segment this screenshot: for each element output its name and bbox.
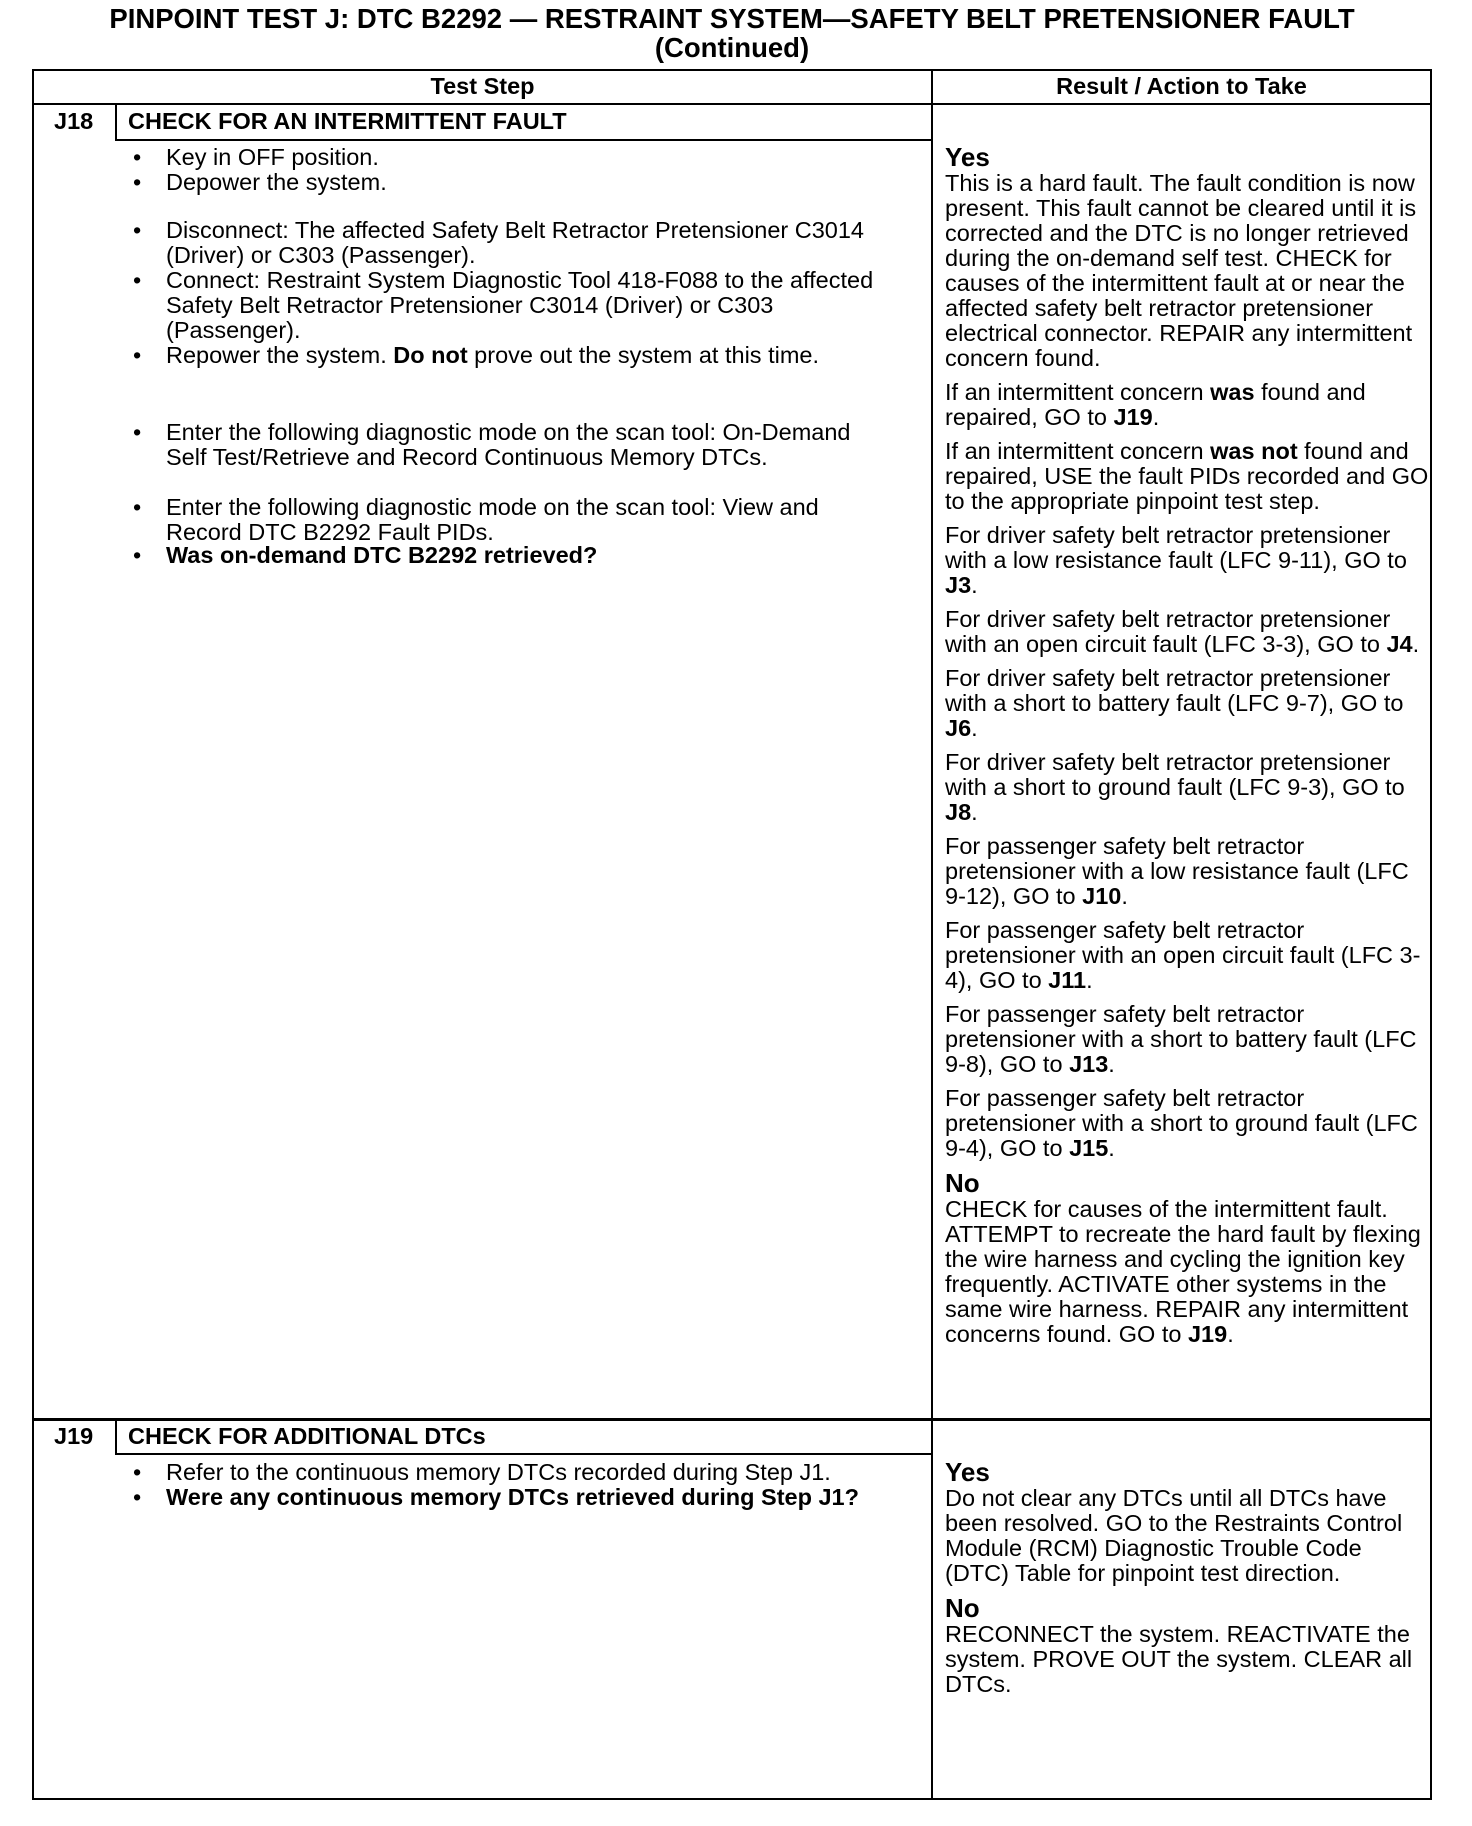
j18-instruction-list — [128, 145, 918, 1405]
rule-j19-id-divider — [115, 1420, 117, 1454]
list-item: • Were any continuous memory DTCs retrieved during Step J1? — [128, 1485, 888, 1510]
rule-header-bottom — [32, 103, 1432, 105]
j18-results — [945, 144, 1430, 1347]
j19-results — [945, 1459, 1430, 1697]
result-yes-label: Yes — [945, 142, 990, 172]
result-no-label: No — [945, 1593, 980, 1623]
list-item: • Refer to the continuous memory DTCs recorded during Step J1. — [128, 1460, 888, 1485]
list-item: • Depower the system. — [128, 170, 888, 195]
list-item: • Repower the system. Do not prove out the system at this time. — [128, 343, 888, 368]
result-paragraph: If an intermittent concern was not found and repaired, USE the fault PIDs recorded and GO to the appropriate pinpoint test step. — [945, 438, 1429, 514]
list-item: • Connect: Restraint System Diagnostic Tool 418-F088 to the affected Safety Belt Retractor Pretensioner C3014 (Driver) or C303 (Passenger). — [128, 268, 888, 343]
list-item: • Enter the following diagnostic mode on the scan tool: View and Record DTC B2292 Fault PIDs. — [128, 495, 888, 545]
rule-j18-title-bottom — [115, 139, 932, 141]
result-paragraph: Do not clear any DTCs until all DTCs have been resolved. GO to the Restraints Control Module (RCM) Diagnostic Trouble Code (DTC) Table for pinpoint test direction. — [945, 1485, 1403, 1586]
result-paragraph: If an intermittent concern was found and repaired, GO to J19. — [945, 379, 1366, 430]
step-title-j18: CHECK FOR AN INTERMITTENT FAULT — [128, 108, 567, 134]
result-yes-label: Yes — [945, 1457, 990, 1487]
result-paragraph: CHECK for causes of the intermittent fault. ATTEMPT to recreate the hard fault by flexing the wire harness and cycling the ignition key frequently. ACTIVATE other systems in the same wire harness. REPAIR any intermittent concerns found. GO to J19. — [945, 1196, 1421, 1347]
result-paragraph: For passenger safety belt retractor pretensioner with a short to battery fault (LFC 9-8), GO to J13. — [945, 1001, 1417, 1077]
title-line-2: (Continued) — [654, 32, 810, 63]
result-paragraph: For driver safety belt retractor pretensioner with a low resistance fault (LFC 9-11), GO to J3. — [945, 522, 1407, 598]
header-test-step: Test Step — [430, 73, 535, 99]
step-id-j18: J18 — [54, 108, 94, 134]
result-paragraph: For passenger safety belt retractor pretensioner with a short to ground fault (LFC 9-4), GO to J15. — [945, 1085, 1418, 1161]
result-paragraph: This is a hard fault. The fault condition is now present. This fault cannot be cleared until it is corrected and the DTC is no longer retrieved during the on-demand self test. CHECK for causes of the intermittent fault at or near the affected safety belt retractor pretensioner electrical connector. REPAIR any intermittent concern found. — [945, 170, 1417, 371]
rule-j18-id-divider — [115, 104, 117, 140]
list-item: • Enter the following diagnostic mode on the scan tool: On-Demand Self Test/Retrieve and Record Continuous Memory DTCs. — [128, 420, 888, 470]
result-paragraph: RECONNECT the system. REACTIVATE the system. PROVE OUT the system. CLEAR all DTCs. — [945, 1621, 1413, 1697]
result-paragraph: For driver safety belt retractor pretensioner with a short to ground fault (LFC 9-3), GO to J8. — [945, 749, 1405, 825]
rule-outer-bottom — [32, 1798, 1432, 1800]
rule-outer-right — [1430, 69, 1432, 1800]
step-id-j19: J19 — [54, 1423, 94, 1449]
page-title — [32, 4, 1432, 62]
list-item: • Disconnect: The affected Safety Belt Retractor Pretensioner C3014 (Driver) or C303 (Passenger). — [128, 218, 888, 268]
result-paragraph: For driver safety belt retractor pretensioner with a short to battery fault (LFC 9-7), GO to J6. — [945, 665, 1404, 741]
rule-j19-title-bottom — [115, 1453, 932, 1455]
result-no-label: No — [945, 1168, 980, 1198]
step-title-j19: CHECK FOR ADDITIONAL DTCs — [128, 1423, 486, 1449]
result-paragraph: For driver safety belt retractor pretensioner with an open circuit fault (LFC 3-3), GO to J4. — [945, 606, 1420, 657]
result-paragraph: For passenger safety belt retractor pretensioner with an open circuit fault (LFC 3-4), GO to J11. — [945, 917, 1421, 993]
list-item: • Was on-demand DTC B2292 retrieved? — [128, 543, 888, 568]
list-item: • Key in OFF position. — [128, 145, 888, 170]
title-line-1: PINPOINT TEST J: DTC B2292 — RESTRAINT SYSTEM—SAFETY BELT PRETENSIONER FAULT — [109, 3, 1355, 34]
rule-outer-left — [32, 69, 34, 1800]
result-paragraph: For passenger safety belt retractor pretensioner with a low resistance fault (LFC 9-12), GO to J10. — [945, 833, 1409, 909]
j19-instruction-list — [128, 1460, 918, 1580]
rule-column-divider — [931, 69, 933, 1800]
header-result-action: Result / Action to Take — [1056, 73, 1307, 99]
